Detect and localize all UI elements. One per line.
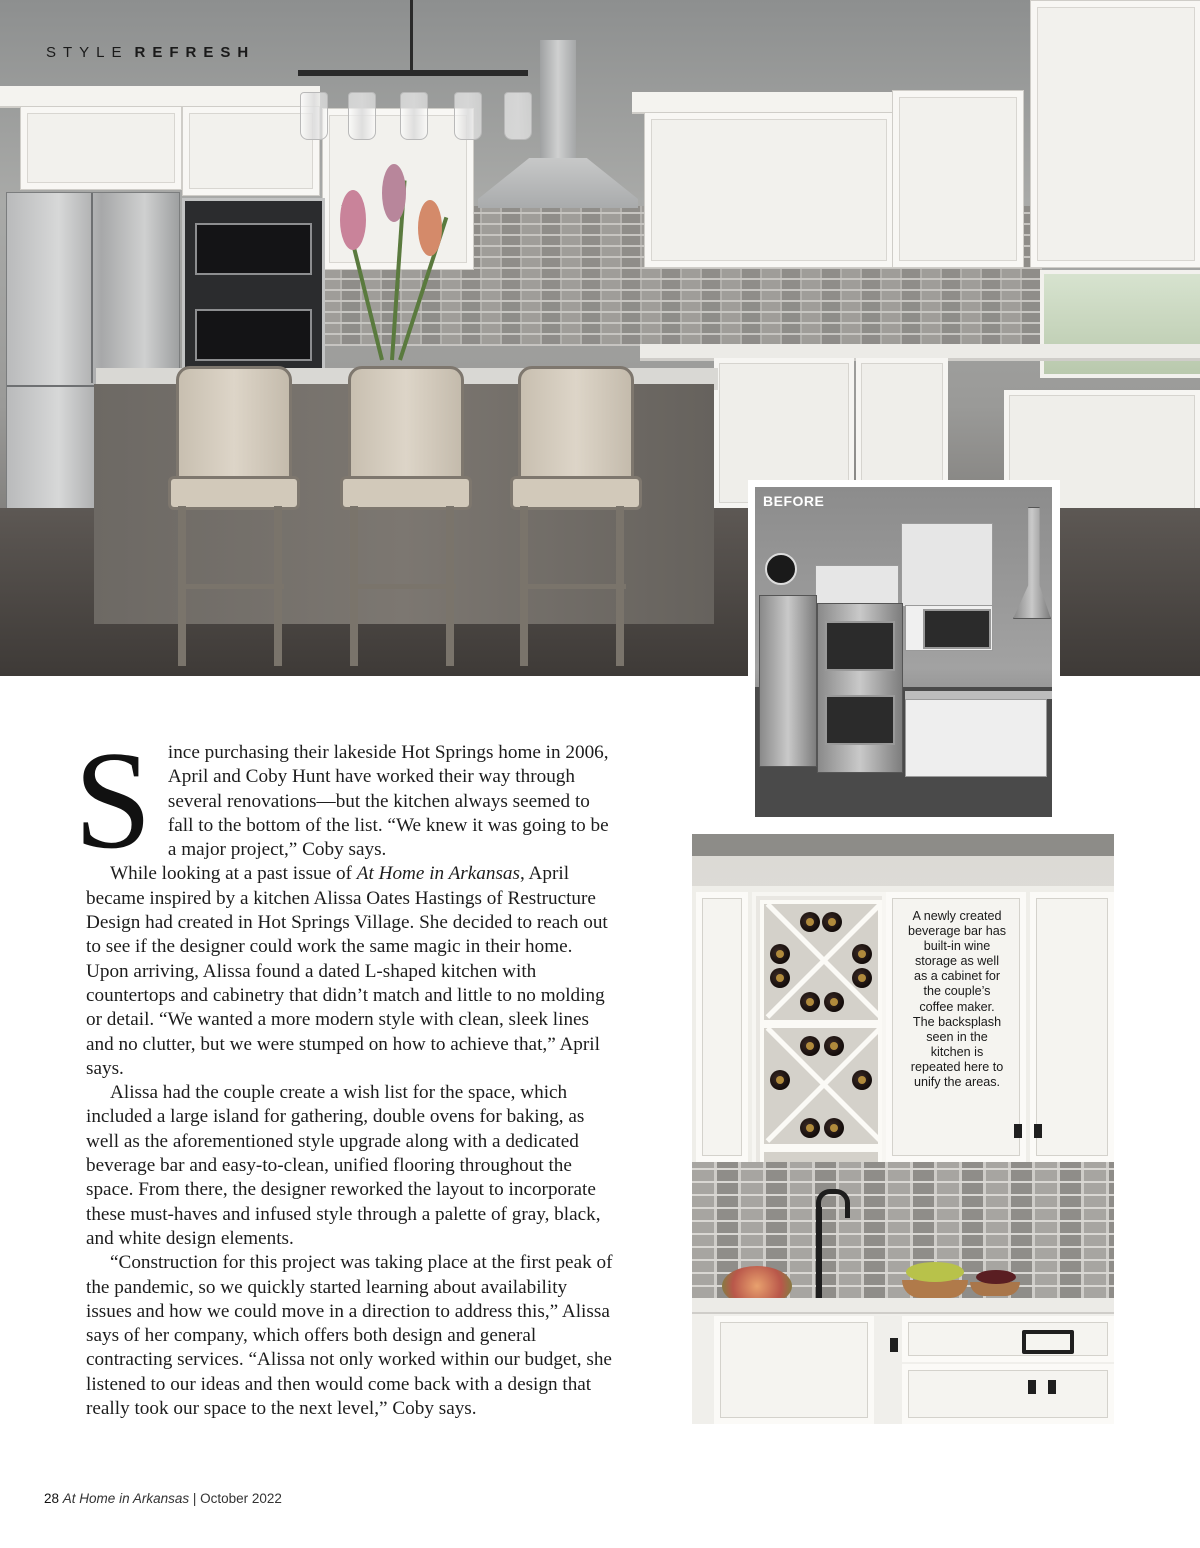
wine-cube (760, 900, 882, 1024)
bev-lower-door (902, 1364, 1114, 1424)
bev-cabinet-door (1030, 892, 1114, 1162)
cabinet-pull (1048, 1380, 1056, 1394)
before-base-cabinet (905, 699, 1047, 777)
flower-arrangement (320, 160, 460, 370)
double-ovens (182, 198, 325, 376)
bar-stool (338, 366, 468, 676)
beverage-bar-caption: A newly created beverage bar has built-in wine storage as well as a cabinet for the couple’s coffee maker. The backsplash seen in the kitchen is repeated here to unify the areas. (907, 909, 1007, 1090)
before-oven-window (825, 621, 895, 671)
flower-bloom (418, 200, 442, 256)
before-photo-frame (748, 480, 1060, 824)
stool-back (518, 366, 634, 492)
before-refrigerator (759, 595, 817, 767)
hood-canopy (478, 158, 638, 208)
stool-rung (178, 584, 284, 589)
before-countertop (905, 691, 1052, 699)
bottle-label (830, 1124, 838, 1132)
article-paragraph-4: “Construction for this project was taking place at the first peak of the pandemic, so we quickly started learning about availability issues and how we could move in a direction to address this,” Alissa says of her company, which offers both design and general contracting services. “Alissa not only worked within our budget, she listened to our ideas and then would come back with a design that really took our space to the next level,” Coby says. (86, 1252, 613, 1420)
bev-drawer (902, 1316, 1114, 1362)
bar-stool (166, 366, 296, 676)
article-body (74, 723, 616, 1421)
grapes-red (976, 1270, 1016, 1284)
fridge-split (91, 193, 93, 383)
before-upper-cabinet (901, 523, 993, 607)
stool-rung (520, 584, 626, 589)
oven-window (195, 223, 312, 275)
magazine-name-italic: At Home in Arkansas (356, 863, 520, 885)
cabinet-pull (1028, 1380, 1036, 1394)
upper-cabinet (644, 112, 894, 268)
cabinet-pull (1034, 1124, 1042, 1138)
paragraph-2-text-start: While looking at a past issue of (110, 863, 357, 885)
bev-countertop (692, 1298, 1114, 1314)
wine-bottle (800, 1118, 820, 1138)
oven-window (195, 309, 312, 361)
bar-stool (508, 366, 638, 676)
before-upper-cabinet (815, 565, 899, 607)
crown-molding (0, 86, 320, 108)
range-hood (478, 40, 638, 208)
article-paragraph-2 (86, 862, 616, 1081)
wine-bottle (824, 1118, 844, 1138)
pendant-light (348, 92, 376, 140)
bottle-label (830, 998, 838, 1006)
page-number: 28 (44, 1491, 60, 1506)
paragraph-2-text-end: , April became inspired by a kitchen Alissa Oates Hastings of Restructure Design had created in Hot Springs Village. She decided to reach out to see if the designer could work the same magic in their home. Upon arriving, Alissa found a dated L-shaped kitchen with countertops and cabinetry that didn’t match and little to no molding or detail. “We wanted a more modern style with clean, sleek lines and no clutter, but we were stumped on how to achieve that,” April says. (86, 863, 608, 1079)
stool-back (348, 366, 464, 492)
wine-bottle (852, 1070, 872, 1090)
section-label-bold: REFRESH (134, 44, 256, 61)
bottle-label (776, 974, 784, 982)
faucet-body (816, 1207, 822, 1302)
section-label-light: STYLE (46, 44, 129, 61)
bottle-label (776, 1076, 784, 1084)
drawer-pull (1022, 1330, 1074, 1354)
window (1040, 270, 1200, 378)
stool-rung (350, 584, 456, 589)
stool-back (176, 366, 292, 492)
wine-bottle (800, 912, 820, 932)
beverage-bar-photo (692, 834, 1114, 1424)
bottle-label (806, 918, 814, 926)
cabinet-pull (1014, 1124, 1022, 1138)
stool-seat (168, 476, 300, 510)
bottle-label (806, 998, 814, 1006)
pendant-light (300, 92, 328, 140)
wine-bottle (824, 1036, 844, 1056)
page-footer (44, 1491, 282, 1506)
bottle-label (776, 950, 784, 958)
footer-separator: | (189, 1491, 201, 1506)
stool-seat (340, 476, 472, 510)
wine-bottle (770, 1070, 790, 1090)
before-label: BEFORE (763, 493, 825, 509)
crown-molding (632, 92, 892, 114)
pendant-light-bar (298, 70, 528, 76)
hood-chimney (540, 40, 576, 160)
black-faucet (816, 1189, 846, 1304)
paragraph-1-text: ince purchasing their lakeside Hot Springs home in 2006, April and Coby Hunt have worked their way through several renovations—but the kitchen always seemed to fall to the bottom of the list. “We knew it was going to be a major project,” Coby says. (167, 742, 609, 861)
flower-bloom (382, 164, 406, 222)
fruit-bowl (902, 1280, 968, 1298)
pendant-light (400, 92, 428, 140)
wine-bottle (770, 944, 790, 964)
issue-date: October 2022 (200, 1491, 282, 1506)
bottle-label (830, 1042, 838, 1050)
bottle-label (828, 918, 836, 926)
bottle-label (858, 1076, 866, 1084)
fruit-bowl (970, 1282, 1020, 1296)
grapes-green (906, 1262, 964, 1282)
wine-bottle (770, 968, 790, 988)
upper-cabinet (1030, 0, 1200, 268)
pendant-light (504, 92, 532, 140)
bottle-label (806, 1124, 814, 1132)
before-photo (755, 487, 1052, 817)
wall-clock-icon (765, 553, 797, 585)
wine-bottle (852, 944, 872, 964)
wine-bottle (824, 992, 844, 1012)
magazine-name: At Home in Arkansas (62, 1491, 190, 1506)
cabinet-pull (890, 1338, 898, 1352)
bev-cabinet-door (696, 892, 748, 1162)
section-label (46, 44, 255, 61)
flower-bloom (340, 190, 366, 250)
wine-cube (760, 1024, 882, 1148)
bottle-label (806, 1042, 814, 1050)
wine-bottle (822, 912, 842, 932)
wine-bottle (852, 968, 872, 988)
pendant-rod (410, 0, 413, 72)
wine-bottle (800, 992, 820, 1012)
drop-cap: S (74, 723, 152, 878)
before-microwave (923, 609, 991, 649)
pendant-light (454, 92, 482, 140)
before-oven-window (825, 695, 895, 745)
bev-lower-door (714, 1316, 874, 1424)
upper-cabinet (20, 106, 182, 190)
stool-seat (510, 476, 642, 510)
upper-cabinet (892, 90, 1024, 268)
wine-bottle (800, 1036, 820, 1056)
before-range-hood (1013, 507, 1051, 619)
bottle-label (858, 950, 866, 958)
bottle-label (858, 974, 866, 982)
article-paragraph-3: Alissa had the couple create a wish list for the space, which included a large island for gathering, double ovens for baking, as well as the aforementioned style upgrade along with a dedicated beverage bar and easy-to-clean, unified flooring throughout the space. From there, the designer reworked the layout to incorporate these must-haves and infused style through a palette of gray, black, and white design elements. (86, 1082, 601, 1249)
